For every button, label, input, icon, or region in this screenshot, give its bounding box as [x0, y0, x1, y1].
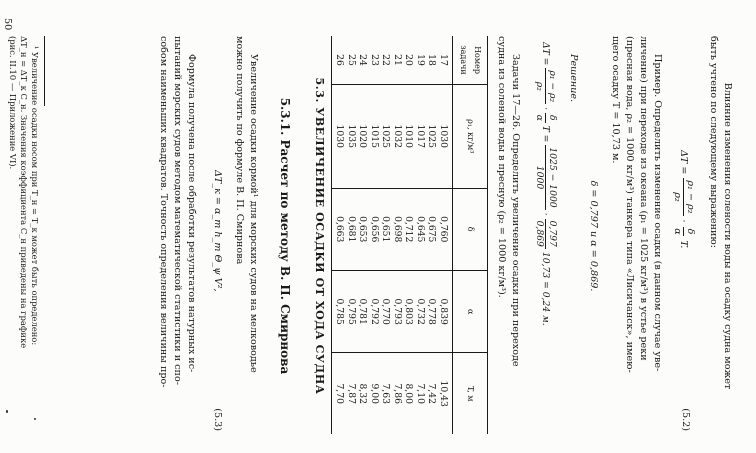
section-heading: 5.3.1. Расчет по методу В. П. Смирнова: [278, 97, 292, 375]
table-row: [426, 36, 438, 434]
paragraph-line: можно получить по формуле В. П. Смирнова: [234, 36, 245, 265]
table-cell: 9,00: [369, 353, 381, 434]
solution-formula: ΔT = ρ₁ − ρ₂ ρ₂ · δ α T = 1025 − 1000 1000 · 0,797 0,869 10,73 = 0,24 м.: [534, 42, 558, 326]
table-row: [403, 36, 415, 434]
paragraph-line: собом наименьших квадратов. Точность определения величины про-: [158, 36, 169, 388]
scan-speck: [6, 410, 8, 413]
page-number: 50: [2, 18, 13, 31]
table-cell: 1017: [415, 85, 427, 189]
table-cell: 22: [380, 54, 392, 66]
table-cell: 0,785: [332, 270, 346, 352]
example-coefficients: δ = 0,797 и α = 0,869.: [588, 180, 599, 292]
data-table: [331, 36, 488, 434]
table-cell: 0,778: [426, 270, 438, 352]
table-cell: 7,10: [415, 353, 427, 434]
table-cell: 0,803: [403, 270, 415, 352]
table-cell: 1032: [392, 85, 404, 189]
paragraph-line: Формула получена после обработки результатов натурных ис-: [186, 54, 197, 373]
table-cell: 10,43: [438, 353, 453, 434]
task-line: судна из соленой воды в пресную (ρ₂ = 1000 кг/м³).: [496, 36, 507, 298]
table-cell: 24: [357, 54, 369, 66]
intro-line: Влияние изменения солености воды на осадку судна может: [722, 82, 733, 390]
table-cell: 1030: [332, 85, 346, 189]
table-cell: 23: [369, 54, 380, 66]
table-cell: 19: [415, 54, 426, 66]
example-line: щего осадку T = 10,73 м.: [610, 36, 621, 164]
table-cell: 0,792: [369, 270, 381, 352]
table-cell: 0,795: [346, 270, 358, 352]
table-cell: 7,42: [426, 353, 438, 434]
table-cell: 7,87: [346, 353, 358, 434]
table-row: [369, 36, 381, 434]
example-line: личение) при переходе из океана (ρ₁ = 1025 кг/м³) в устье реки: [638, 36, 649, 361]
table-cell: 0,656: [369, 188, 381, 270]
table-header: δ: [453, 188, 488, 270]
table-cell: 0,663: [332, 188, 346, 270]
table-cell: 8,00: [403, 353, 415, 434]
equation-number: (5.2): [680, 408, 691, 431]
table-cell: 17: [438, 54, 449, 66]
formula-5-2: ΔT = ρ₁ − ρ₂ ρ₂ · δ α T. (5.2): [672, 150, 696, 431]
table-row: [438, 36, 453, 434]
footnote-line: (рис. II.10 — Приложение VI).: [8, 36, 18, 170]
solution-fraction: 1025 − 1000 1000: [534, 147, 558, 208]
formula-fraction: ρ₁ − ρ₂ ρ₂: [672, 180, 696, 214]
table-cell: 0,760: [438, 188, 453, 270]
table-cell: 0,681: [346, 188, 358, 270]
formula-lhs: ΔT =: [678, 150, 690, 175]
example-line: Пример. Определить изменение осадки (в данном случае уве-: [652, 54, 663, 372]
table-cell: 0,781: [357, 270, 369, 352]
table-row: [380, 36, 392, 434]
table-cell: 0,675: [426, 188, 438, 270]
solution-fraction: 0,797 0,869: [534, 220, 558, 247]
table-cell: 0,712: [403, 188, 415, 270]
scan-speck: [34, 418, 36, 420]
table-cell: 0,770: [380, 270, 392, 352]
table-cell: 0,732: [415, 270, 427, 352]
solution-fraction: δ α: [534, 114, 558, 121]
table-header: T, м: [453, 353, 488, 434]
table-header-row: [453, 36, 488, 434]
table-body: [332, 36, 453, 434]
table-cell: 20: [403, 54, 415, 66]
table-cell: 7,70: [332, 353, 346, 434]
chapter-heading: 5.3. УВЕЛИЧЕНИЕ ОСАДКИ ОТ ХОДА СУДНА: [313, 77, 326, 395]
table-header: Номер задачи: [453, 36, 488, 85]
table-cell: 1035: [346, 85, 358, 189]
task-line: Задачи 17—26. Определить увеличение осадки при переходе: [510, 54, 521, 367]
table-row: [357, 36, 369, 434]
paragraph-line: пытаний морских судов методом математической статистики и спо-: [172, 36, 183, 385]
table-cell: 1010: [403, 85, 415, 189]
solution-label: Решение.: [568, 54, 579, 103]
paragraph-line: Увеличение осадки кормой¹ для морских судов на мелководье: [248, 54, 259, 373]
table-cell: 1030: [438, 85, 453, 189]
table-cell: 7,63: [380, 353, 392, 434]
table-row: [332, 36, 346, 434]
table-cell: 18: [426, 54, 438, 66]
table-cell: 1020: [357, 85, 369, 189]
intro-line: быть учтено по следующему выражению:: [708, 36, 719, 248]
table-cell: 0,653: [357, 188, 369, 270]
table-cell: 1025: [426, 85, 438, 189]
table-header: ρ₁, кг/м³: [453, 85, 488, 189]
formula-text: ΔT_к = α_т h_т Θ_ψ V²,: [212, 170, 223, 292]
solution-fraction: ρ₁ − ρ₂ ρ₂: [534, 70, 558, 103]
example-line: (пресная вода, ρ₂ = 1000 кг/м³) танкера типа «Лисичанск», имею-: [624, 36, 635, 373]
table-row: [415, 36, 427, 434]
table-cell: 0,645: [415, 188, 427, 270]
table-cell: 1025: [380, 85, 392, 189]
table-cell: 0,839: [438, 270, 453, 352]
table-row: [346, 36, 358, 434]
formula-fraction: δ α: [672, 228, 696, 235]
table-cell: 0,793: [392, 270, 404, 352]
table-header: α: [453, 270, 488, 352]
formula-5-3: [206, 0, 226, 453]
table-cell: 1015: [369, 85, 381, 189]
footnote-line: ΔT_н = ΔT_к C_н. Значения коэффициента C_н приведены на графике: [19, 36, 29, 349]
equation-number: (5.3): [212, 408, 223, 431]
table-row: [392, 36, 404, 434]
table-cell: 21: [392, 54, 403, 66]
footnote-line: ¹ Увеличение осадки носом при T_н = T_к может быть определено:: [30, 46, 40, 346]
table-cell: 25: [346, 54, 357, 66]
table-cell: 0,651: [380, 188, 392, 270]
table-cell: 8,32: [357, 353, 369, 434]
table-cell: 26: [332, 36, 346, 85]
table-cell: 0,698: [392, 188, 404, 270]
footnote-rule: [44, 36, 45, 106]
table-cell: 7,86: [392, 353, 404, 434]
